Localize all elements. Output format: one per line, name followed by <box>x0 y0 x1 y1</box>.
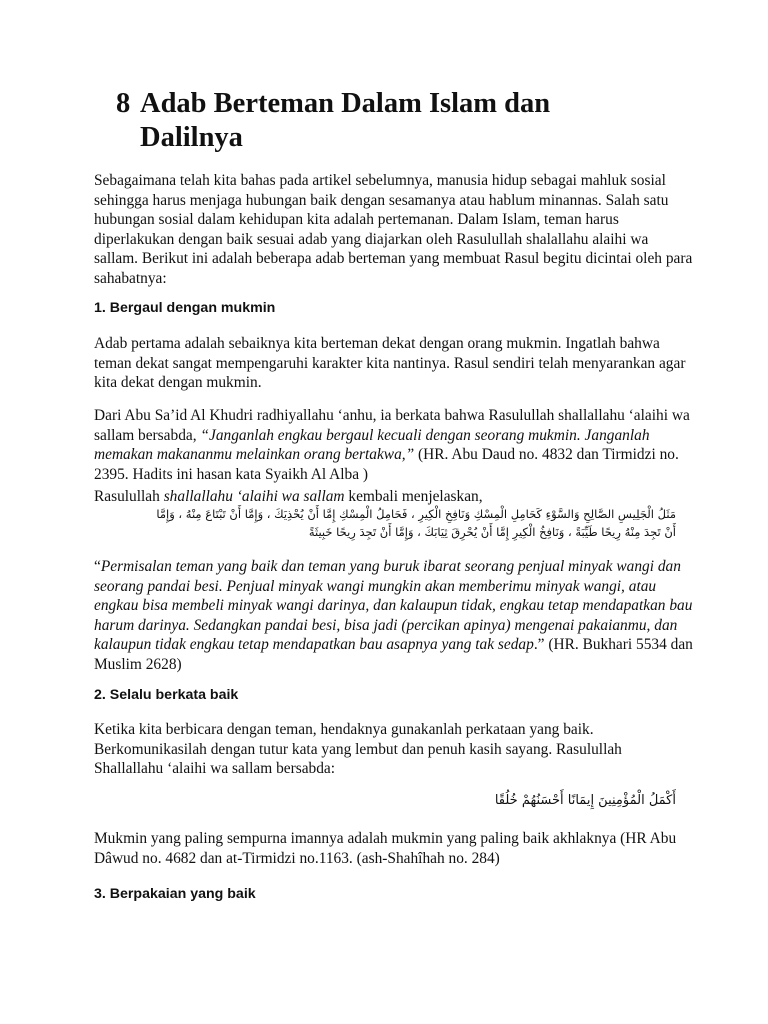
quote-close-mark: .” <box>533 636 545 654</box>
narration-lead: Rasulullah <box>94 488 164 505</box>
quote-open-mark: “ <box>94 558 101 575</box>
section-2-heading: 2. Selalu berkata baik <box>94 687 239 703</box>
arabic-hadith-line-1: مَثَلُ الْجَلِيسِ الصَّالِحِ وَالسَّوْءِ كَحَامِلِ الْمِسْكِ وَنَافِخِ الْكِيرِ ، فَحَامِلُ الْمِسْكِ إِمَّا أَنْ يُحْذِيَكَ ، وَإِمَّا أَنْ تَبْتَاعَ مِنْهُ ، وَإِمَّا <box>156 507 676 521</box>
section-2-paragraph-1: Ketika kita berbicara dengan teman, hendaknya gunakanlah perkataan yang baik. Berkomunikasilah dengan tutur kata yang lembut dan penuh kasih sayang. Rasulullah Shallallahu ‘alaihi wa sallam bersabda: <box>94 721 622 778</box>
arabic-hadith-2: أَكْمَلُ الْمُؤْمِنِينَ إِيمَانًا أَحْسَنُهُمْ خُلُقًا <box>494 793 676 808</box>
salutation-text: shallallahu ‘alaihi wa sallam <box>163 488 345 505</box>
hadith-intro-text: Dari Abu Sa’id Al Khudri radhiyallahu ‘anhu, ia berkata bahwa Rasulullah shallallahu ‘alaihi wa sallam bersabda, <box>94 407 690 444</box>
title-number: 8 <box>116 88 131 119</box>
section-1-paragraph-2 <box>94 406 694 484</box>
translation-source: (HR. Bukhari 5534 dan Muslim 2628) <box>94 636 693 673</box>
arabic-hadith-1 <box>94 505 676 541</box>
narration-tail: kembali menjelaskan, <box>344 488 483 505</box>
section-3-heading: 3. Berpakaian yang baik <box>94 886 256 902</box>
hadith-source: (HR. Abu Daud no. 4832 dan Tirmidzi no. 2395. Hadits ini hasan kata Syaikh Al Alba ) <box>94 446 679 483</box>
section-1-heading: 1. Bergaul dengan mukmin <box>94 300 276 316</box>
hadith-quote: “Janganlah engkau bergaul kecuali dengan seorang mukmin. Janganlah memakan makananmu melainkan orang bertakwa,” <box>94 426 650 464</box>
arabic-hadith-line-2: أَنْ تَجِدَ مِنْهُ رِيحًا طَيِّبَةً ، وَنَافِخُ الْكِيرِ إِمَّا أَنْ يُحْرِقَ ثِيَابَكَ ، وَإِمَّا أَنْ تَجِدَ رِيحًا خَبِيثَةً <box>308 525 676 539</box>
section-2-paragraph-2: Mukmin yang paling sempurna imannya adalah mukmin yang paling baik akhlaknya (HR Abu Dâwud no. 4682 dan at-Tirmidzi no.1163. (ash-Shahîhah no. 284) <box>94 830 677 867</box>
intro-paragraph: Sebagaimana telah kita bahas pada artikel sebelumnya, manusia hidup sebagai mahluk sosial sehingga harus menjaga hubungan baik dengan sesamanya atau hablum minannas. Salah satu hubungan sosial dalam kehidupan kita adalah pertemanan. Dalam Islam, teman harus diperlakukan dengan baik sesuai adab yang diajarkan oleh Rasulullah shalallahu alaihi wa sallam. Berikut ini adalah beberapa adab berteman yang membuat Rasul begitu dicintai oleh para sahabatnya: <box>94 172 693 287</box>
title-text: Adab Berteman Dalam Islam dan Dalilnya <box>140 88 551 153</box>
page-title <box>116 87 636 155</box>
section-1-paragraph-1: Adab pertama adalah sebaiknya kita berteman dekat dengan orang mukmin. Ingatlah bahwa teman dekat sangat mempengaruhi karakter kita nantinya. Rasul sendiri telah menyarankan agar kita dekat dengan mukmin. <box>94 335 686 392</box>
translation-quote: Permisalan teman yang baik dan teman yang buruk ibarat seorang penjual minyak wangi dan seorang pandai besi. Penjual minyak wangi mungkin akan memberimu minyak wangi, atau engkau bisa membeli minyak wangi darinya, dan kalaupun tidak, engkau tetap mendapatkan bau harum darinya. Sedangkan pandai besi, bisa jadi (percikan apinya) mengenai pakaianmu, dan kalaupun tidak engkau tetap mendapatkan bau asapnya yang tak sedap <box>94 558 693 654</box>
section-1-paragraph-3 <box>94 487 694 507</box>
section-1-paragraph-4 <box>94 557 694 675</box>
